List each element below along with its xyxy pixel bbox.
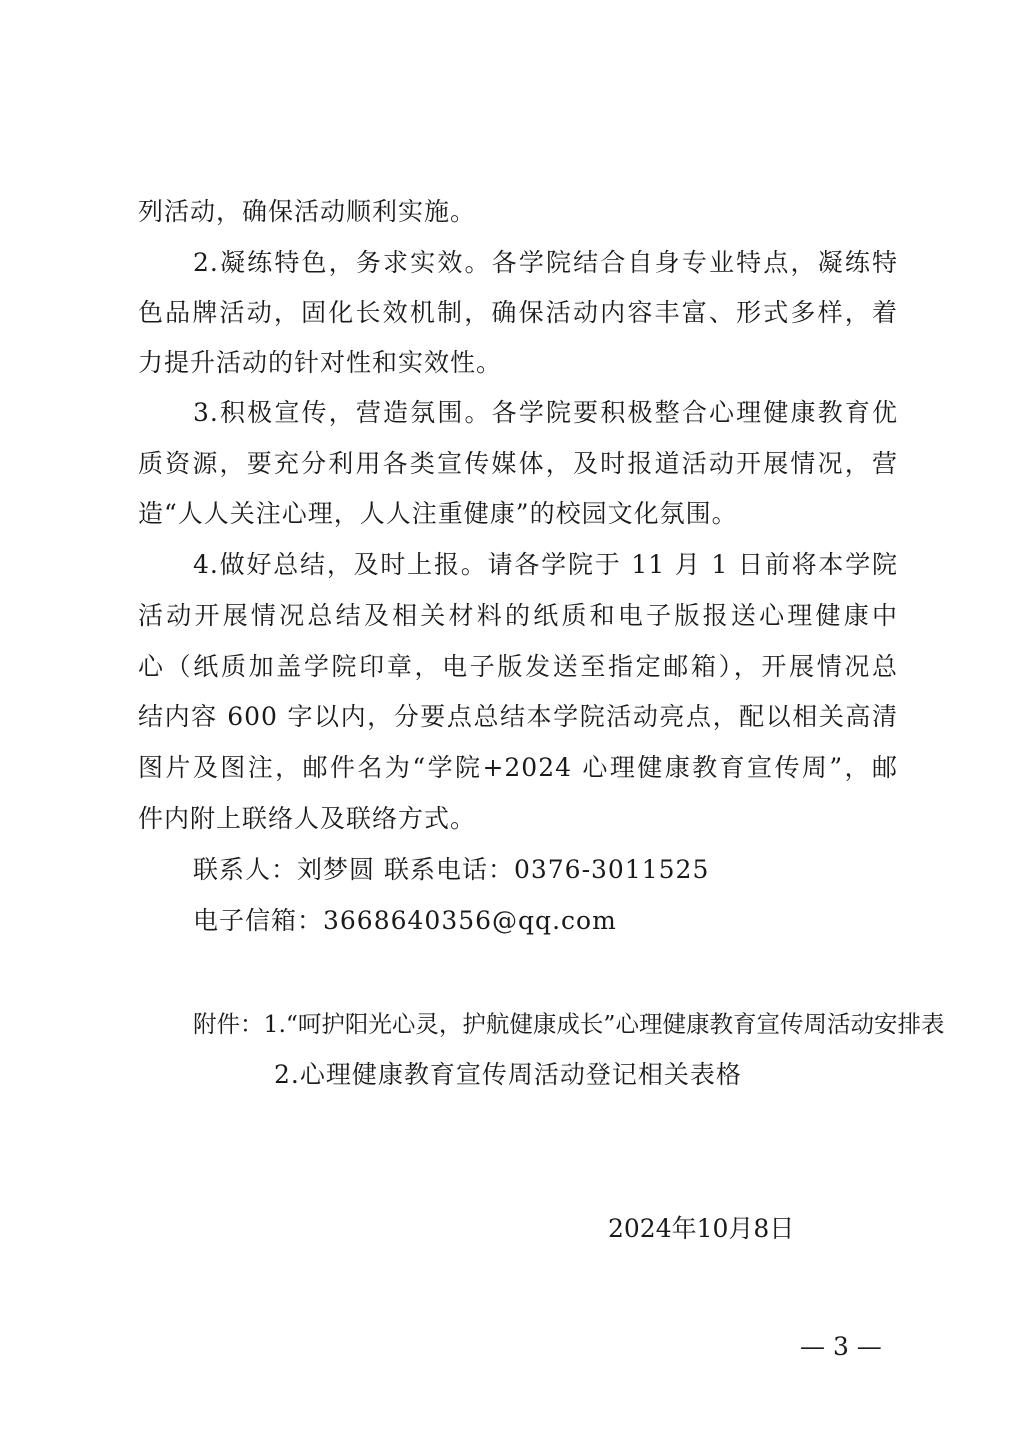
attachment-item-1: 附件：1.“呵护阳光心灵，护航健康成长”心理健康教育宣传周活动安排表	[193, 1010, 945, 1038]
paragraph-line: 2.凝练特色，务求实效。各学院结合自身专业特点，凝练特	[193, 248, 898, 277]
paragraph-line: 列活动，确保活动顺利实施。	[138, 197, 477, 226]
paragraph-line: 心（纸质加盖学院印章，电子版发送至指定邮箱），开展情况总	[138, 652, 898, 681]
paragraph-line: 质资源，要充分利用各类宣传媒体，及时报道活动开展情况，营	[138, 449, 898, 478]
page-number: — 3 —	[800, 1332, 882, 1361]
paragraph-line: 结内容 600 字以内，分要点总结本学院活动亮点，配以相关高清	[138, 702, 898, 731]
paragraph-line: 件内附上联络人及联络方式。	[138, 804, 477, 833]
contact-email-line: 电子信箱：3668640356@qq.com	[193, 906, 617, 935]
paragraph-line: 4.做好总结，及时上报。请各学院于 11 月 1 日前将本学院	[193, 550, 898, 579]
paragraph-line: 力提升活动的针对性和实效性。	[138, 348, 503, 377]
paragraph-line: 活动开展情况总结及相关材料的纸质和电子版报送心理健康中	[138, 601, 898, 630]
document-date: 2024年10月8日	[608, 1214, 795, 1243]
paragraph-line: 色品牌活动，固化长效机制，确保活动内容丰富、形式多样，着	[138, 298, 898, 327]
paragraph-line: 3.积极宣传，营造氛围。各学院要积极整合心理健康教育优	[193, 398, 898, 427]
paragraph-line: 图片及图注，邮件名为“学院+2024 心理健康教育宣传周”，邮	[138, 753, 898, 782]
paragraph-line: 造“人人关注心理，人人注重健康”的校园文化氛围。	[138, 499, 738, 528]
attachment-item-2: 2.心理健康教育宣传周活动登记相关表格	[274, 1060, 742, 1089]
contact-person-line: 联系人：刘梦圆 联系电话：0376-3011525	[193, 855, 710, 884]
